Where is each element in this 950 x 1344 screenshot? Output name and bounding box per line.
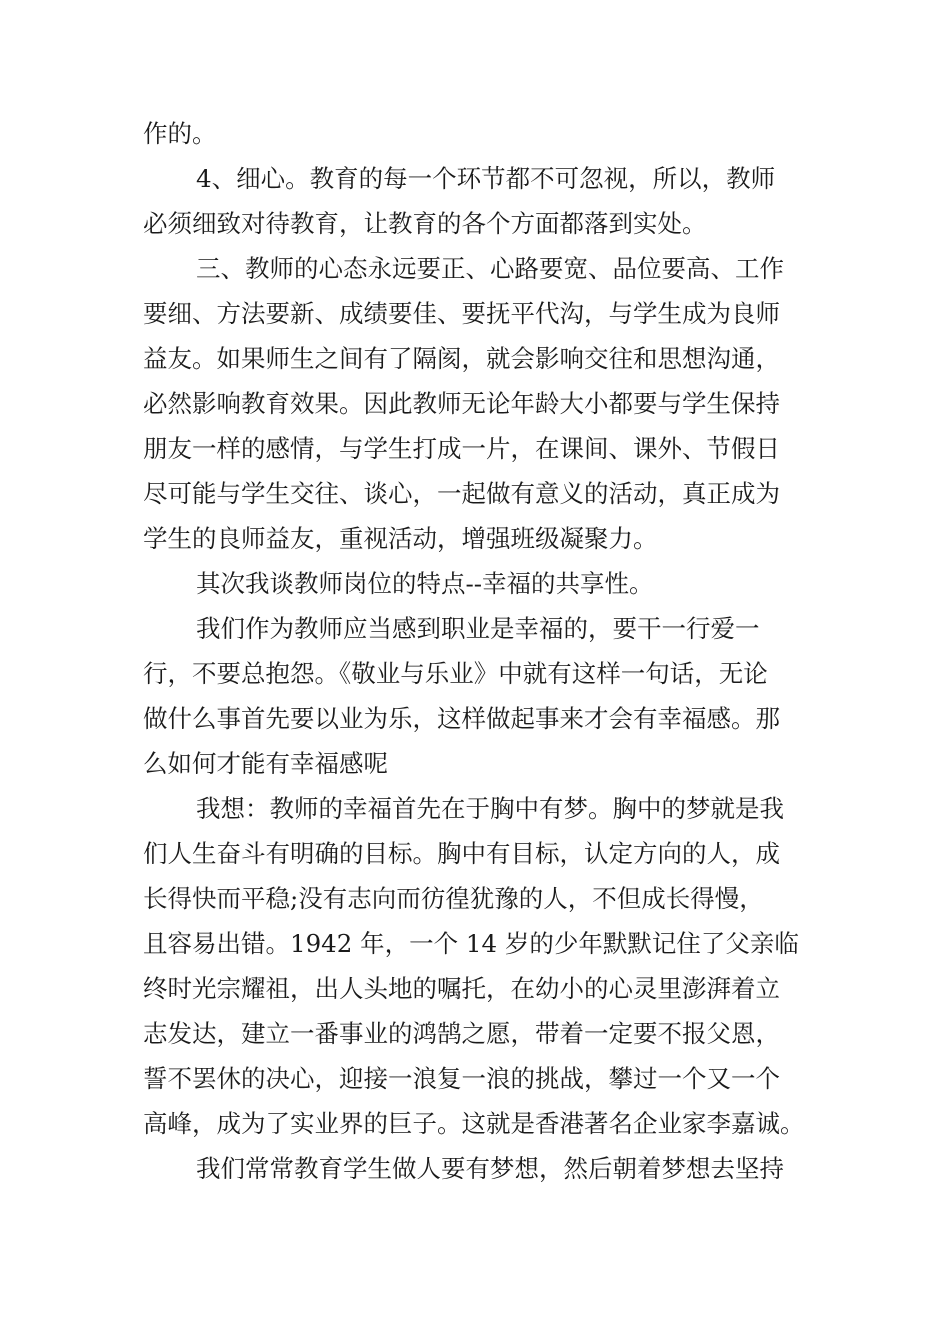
text-line: 且容易出错。1942 年，一个 14 岁的少年默默记住了父亲临	[143, 929, 799, 958]
text-line: 益友。如果师生之间有了隔阂，就会影响交往和思想沟通，	[143, 344, 780, 373]
text-line: 誓不罢休的决心，迎接一浪复一浪的挑战，攀过一个又一个	[143, 1064, 780, 1093]
text-line: 么如何才能有幸福感呢	[143, 749, 388, 778]
text-line: 们人生奋斗有明确的目标。胸中有目标，认定方向的人，成	[143, 839, 780, 868]
text-line: 作的。	[143, 119, 217, 148]
text-line: 做什么事首先要以业为乐，这样做起事来才会有幸福感。那	[143, 704, 780, 733]
text-line: 长得快而平稳;没有志向而彷徨犹豫的人，不但成长得慢，	[143, 884, 764, 913]
document-body	[143, 111, 813, 1191]
text-line: 行，不要总抱怨。《敬业与乐业》中就有这样一句话，无论	[143, 659, 768, 688]
text-line: 尽可能与学生交往、谈心，一起做有意义的活动，真正成为	[143, 479, 780, 508]
text-line: 我想：教师的幸福首先在于胸中有梦。胸中的梦就是我	[196, 794, 784, 823]
text-line: 4、细心。教育的每一个环节都不可忽视，所以，教师	[196, 164, 776, 193]
text-line: 三、教师的心态永远要正、心路要宽、品位要高、工作	[196, 254, 784, 283]
text-line: 必须细致对待教育，让教育的各个方面都落到实处。	[143, 209, 707, 238]
text-line: 志发达，建立一番事业的鸿鹄之愿，带着一定要不报父恩，	[143, 1019, 780, 1048]
text-line: 学生的良师益友，重视活动，增强班级凝聚力。	[143, 524, 658, 553]
text-line: 高峰，成为了实业界的巨子。这就是香港著名企业家李嘉诚。	[143, 1109, 805, 1138]
text-line: 其次我谈教师岗位的特点--幸福的共享性。	[196, 569, 654, 598]
text-line: 要细、方法要新、成绩要佳、要抚平代沟，与学生成为良师	[143, 299, 780, 328]
text-line: 必然影响教育效果。因此教师无论年龄大小都要与学生保持	[143, 389, 780, 418]
text-line: 终时光宗耀祖，出人头地的嘱托，在幼小的心灵里澎湃着立	[143, 974, 780, 1003]
text-line: 朋友一样的感情，与学生打成一片，在课间、课外、节假日	[143, 434, 780, 463]
text-line: 我们常常教育学生做人要有梦想，然后朝着梦想去坚持	[196, 1154, 784, 1183]
text-line: 我们作为教师应当感到职业是幸福的，要干一行爱一	[196, 614, 760, 643]
